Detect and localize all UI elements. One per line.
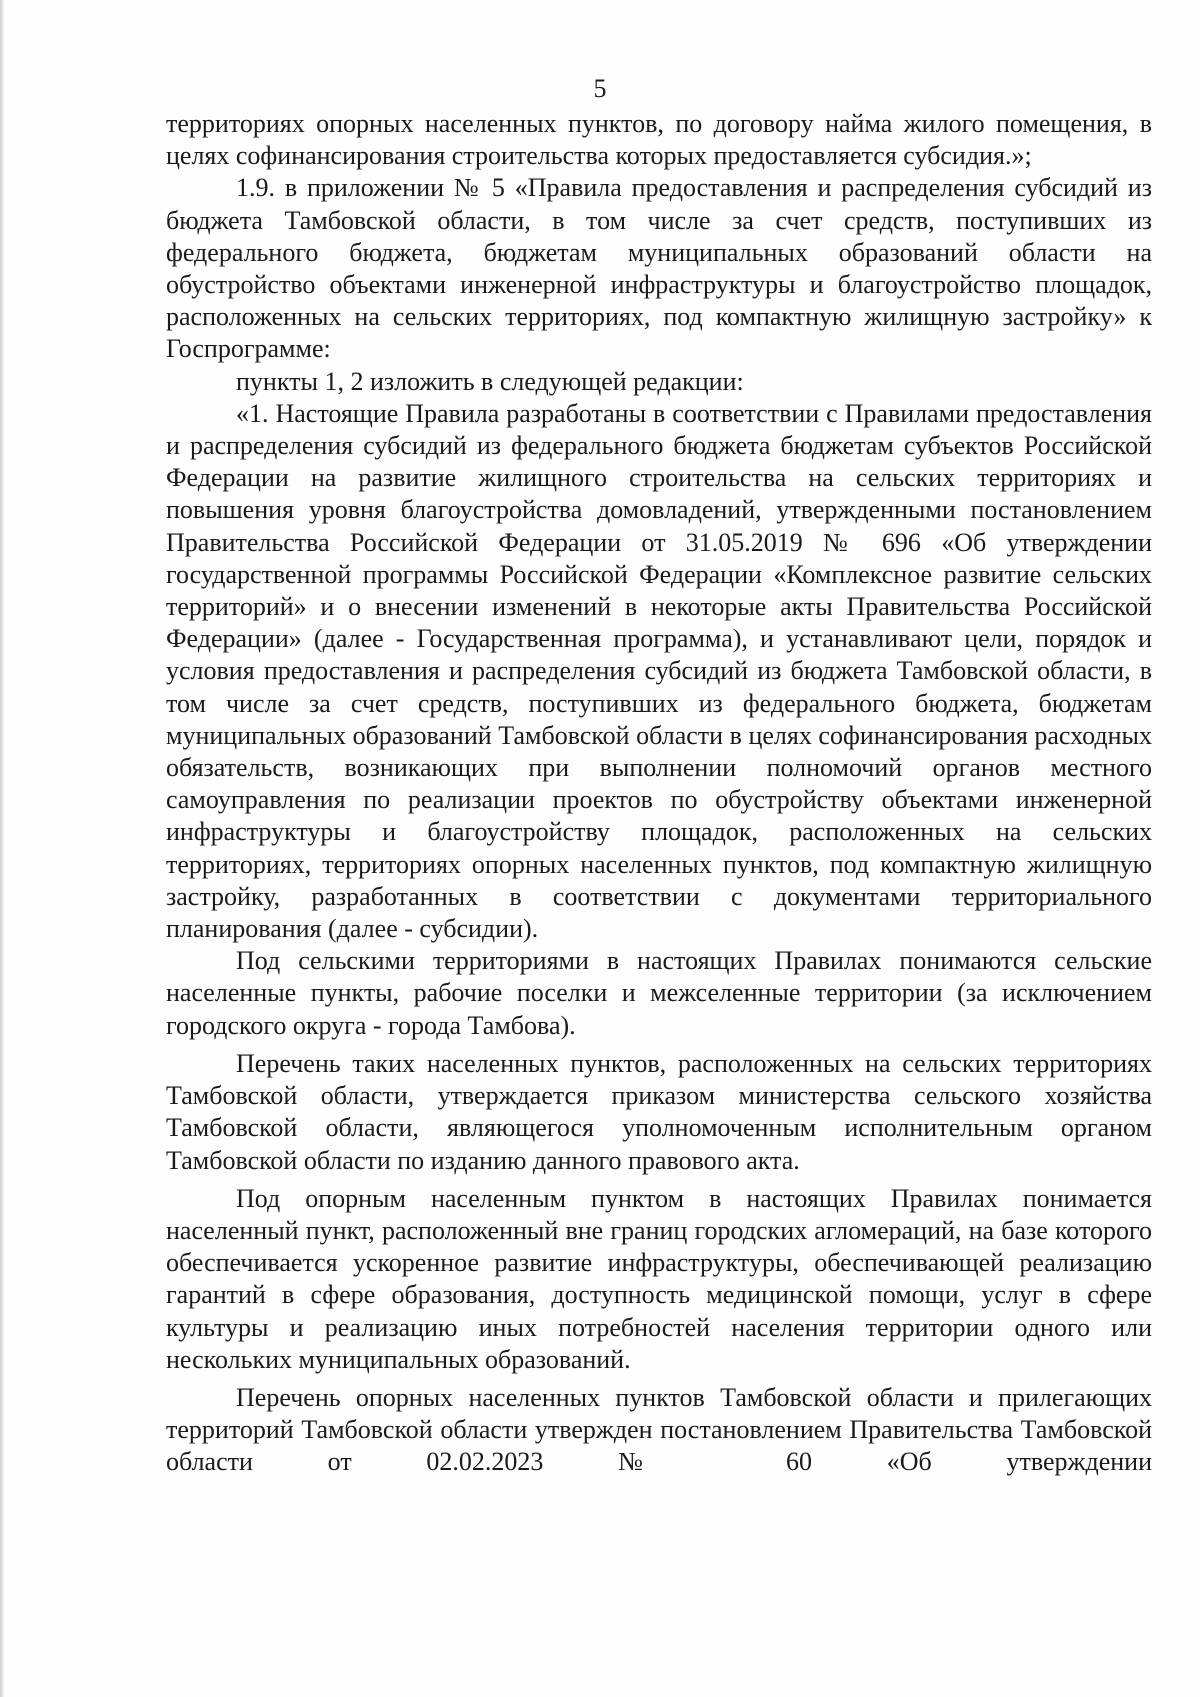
- paragraph-support-settlement: Под опорным населенным пунктом в настоящих Правилах понимается населенный пункт, расположенный вне границ городских агломераций, на базе которого обеспечивается ускоренное развитие инфраструктуры, обеспечивающей реализацию гарантий в сфере образования, доступность медицинской помощи, услуг в сфере культуры и реализацию иных потребностей населения территории одного или нескольких муниципальных образований.: [166, 1183, 1152, 1374]
- paragraph-rural-territories: Под сельскими территориями в настоящих Правилах понимаются сельские населенные пункты, рабочие поселки и межселенные территории (за исключением городского округа - города Тамбова).: [166, 946, 1152, 1040]
- paragraph-settlements-list: Перечень таких населенных пунктов, расположенных на сельских территориях Тамбовской области, утверждается приказом министерства сельского хозяйства Тамбовской области, являющегося уполномоченным исполнительным органом Тамбовской области по изданию данного правового акта.: [166, 1048, 1152, 1175]
- document-body: [166, 108, 1152, 1479]
- paragraph-points-statement: пункты 1, 2 изложить в следующей редакции:: [236, 366, 744, 396]
- paragraph-item-1-9: 1.9. в приложении № 5 «Правила предоставления и распределения субсидий из бюджета Тамбовской области, в том числе за счет средств, поступивших из федерального бюджета, бюджетам муниципальных образований области на обустройство объектами инженерной инфраструктуры и благоустройство площадок, расположенных на сельских территориях, под компактную жилищную застройку» к Госпрограмме:: [166, 173, 1152, 364]
- scan-edge-shadow: [0, 0, 4, 1697]
- page-number: 5: [593, 74, 607, 103]
- paragraph-support-settlements-list: Перечень опорных населенных пунктов Тамбовской области и прилегающих территорий Тамбовской области утвержден постановлением Правительства Тамбовской области от 02.02.2023 № 60 «Об утверждении: [166, 1382, 1152, 1477]
- paragraph-continuation: территориях опорных населенных пунктов, по договору найма жилого помещения, в целях софинансирования строительства которых предоставляется субсидия.»;: [166, 109, 1152, 171]
- paragraph-point-1: «1. Настоящие Правила разработаны в соответствии с Правилами предоставления и распределения субсидий из федерального бюджета бюджетам субъектов Российской Федерации на развитие жилищного строительства на сельских территориях и повышения уровня благоустройства домовладений, утвержденными постановлением Правительства Российской Федерации от 31.05.2019 № 696 «Об утверждении государственной программы Российской Федерации «Комплексное развитие сельских территорий» и о внесении изменений в некоторые акты Правительства Российской Федерации» (далее - Государственная программа), и устанавливают цели, порядок и условия предоставления и распределения субсидий из бюджета Тамбовской области, в том числе за счет средств, поступивших из федерального бюджета, бюджетам муниципальных образований Тамбовской области в целях софинансирования расходных обязательств, возникающих при выполнении полномочий органов местного самоуправления по реализации проектов по обустройству объектами инженерной инфраструктуры и благоустройству площадок, расположенных на сельских территориях, территориях опорных населенных пунктов, под компактную жилищную застройку, разработанных в соответствии с документами территориального планирования (далее - субсидии).: [166, 398, 1152, 944]
